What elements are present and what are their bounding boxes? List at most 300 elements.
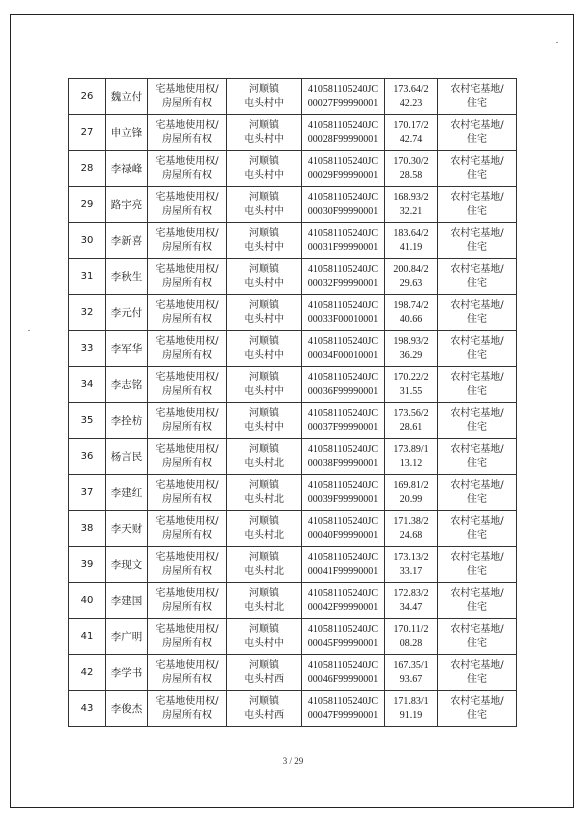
area-value-line: 36.29 — [399, 349, 423, 361]
right-type-cell — [148, 619, 227, 655]
right-type-cell — [148, 187, 227, 223]
unit-code-line: 410581105240JC — [307, 83, 379, 95]
unit-code-line: 410581105240JC — [307, 335, 379, 347]
land-use-line: 住宅 — [467, 601, 487, 613]
table-row — [69, 439, 517, 475]
unit-code-cell — [302, 367, 385, 403]
right-type-line: 房屋所有权 — [162, 133, 212, 145]
area-value-cell — [385, 547, 438, 583]
table-row — [69, 691, 517, 727]
table-row — [69, 79, 517, 115]
right-type-line: 宅基地使用权/ — [155, 83, 219, 95]
right-type-line: 房屋所有权 — [162, 673, 212, 685]
right-type-line: 房屋所有权 — [162, 97, 212, 109]
unit-code-cell — [302, 583, 385, 619]
area-value-line: 29.63 — [399, 277, 423, 289]
right-type-line: 房屋所有权 — [162, 277, 212, 289]
area-value-line: 170.22/2 — [393, 371, 429, 383]
right-type-line: 宅基地使用权/ — [155, 263, 219, 275]
location-line: 河顺镇 — [249, 299, 279, 311]
location-cell — [227, 691, 302, 727]
unit-code-line: 00047F99990001 — [307, 709, 379, 721]
location-line: 河顺镇 — [249, 623, 279, 635]
land-use-cell — [438, 79, 517, 115]
unit-code-line: 410581105240JC — [307, 155, 379, 167]
unit-code-cell — [302, 403, 385, 439]
owner-name-cell: 李禄峰 — [106, 151, 148, 187]
unit-code-line: 410581105240JC — [307, 191, 379, 203]
right-type-cell — [148, 79, 227, 115]
unit-code-line: 410581105240JC — [307, 587, 379, 599]
owner-name-cell: 李天财 — [106, 511, 148, 547]
area-value-cell — [385, 439, 438, 475]
table-row — [69, 331, 517, 367]
land-use-line: 农村宅基地/ — [450, 119, 504, 131]
land-use-line: 住宅 — [467, 457, 487, 469]
area-value-line: 20.99 — [399, 493, 423, 505]
right-type-cell — [148, 403, 227, 439]
right-type-line: 宅基地使用权/ — [155, 623, 219, 635]
right-type-line: 房屋所有权 — [162, 493, 212, 505]
land-use-line: 农村宅基地/ — [450, 407, 504, 419]
land-use-line: 住宅 — [467, 637, 487, 649]
location-line: 屯头村中 — [244, 421, 284, 433]
right-type-line: 宅基地使用权/ — [155, 587, 219, 599]
right-type-line: 宅基地使用权/ — [155, 119, 219, 131]
unit-code-cell — [302, 511, 385, 547]
location-line: 屯头村中 — [244, 169, 284, 181]
unit-code-cell — [302, 259, 385, 295]
location-line: 屯头村中 — [244, 637, 284, 649]
location-cell — [227, 115, 302, 151]
land-use-line: 农村宅基地/ — [450, 335, 504, 347]
area-value-line: 42.74 — [399, 133, 423, 145]
area-value-cell — [385, 367, 438, 403]
location-line: 河顺镇 — [249, 695, 279, 707]
location-line: 河顺镇 — [249, 371, 279, 383]
area-value-line: 41.19 — [399, 241, 423, 253]
unit-code-cell — [302, 151, 385, 187]
right-type-line: 宅基地使用权/ — [155, 551, 219, 563]
right-type-line: 房屋所有权 — [162, 421, 212, 433]
owner-name-cell: 李建红 — [106, 475, 148, 511]
right-type-line: 宅基地使用权/ — [155, 479, 219, 491]
table-row — [69, 151, 517, 187]
area-value-cell — [385, 295, 438, 331]
land-use-cell — [438, 619, 517, 655]
land-use-cell — [438, 583, 517, 619]
row-number-cell: 39 — [69, 547, 106, 583]
right-type-line: 房屋所有权 — [162, 169, 212, 181]
location-line: 屯头村北 — [244, 529, 284, 541]
unit-code-line: 00041F99990001 — [307, 565, 379, 577]
unit-code-line: 410581105240JC — [307, 299, 379, 311]
right-type-line: 房屋所有权 — [162, 457, 212, 469]
area-value-line: 91.19 — [399, 709, 423, 721]
location-line: 河顺镇 — [249, 335, 279, 347]
land-use-line: 住宅 — [467, 493, 487, 505]
area-value-line: 08.28 — [399, 637, 423, 649]
table-row — [69, 475, 517, 511]
area-value-cell — [385, 187, 438, 223]
right-type-cell — [148, 439, 227, 475]
location-line: 屯头村中 — [244, 241, 284, 253]
location-cell — [227, 331, 302, 367]
land-use-line: 农村宅基地/ — [450, 371, 504, 383]
land-use-line: 农村宅基地/ — [450, 479, 504, 491]
unit-code-cell — [302, 439, 385, 475]
unit-code-line: 410581105240JC — [307, 515, 379, 527]
unit-code-line: 410581105240JC — [307, 407, 379, 419]
table-row — [69, 583, 517, 619]
owner-name-cell: 李学书 — [106, 655, 148, 691]
location-line: 河顺镇 — [249, 407, 279, 419]
unit-code-line: 410581105240JC — [307, 227, 379, 239]
table-row — [69, 295, 517, 331]
right-type-line: 宅基地使用权/ — [155, 227, 219, 239]
unit-code-line: 410581105240JC — [307, 443, 379, 455]
area-value-line: 167.35/1 — [393, 659, 429, 671]
location-line: 河顺镇 — [249, 551, 279, 563]
right-type-line: 房屋所有权 — [162, 349, 212, 361]
row-number-cell: 28 — [69, 151, 106, 187]
scan-speck — [28, 330, 30, 331]
area-value-cell — [385, 115, 438, 151]
land-use-line: 住宅 — [467, 565, 487, 577]
right-type-cell — [148, 475, 227, 511]
owner-name-cell: 李元付 — [106, 295, 148, 331]
unit-code-line: 00040F99990001 — [307, 529, 379, 541]
area-value-cell — [385, 583, 438, 619]
right-type-line: 房屋所有权 — [162, 385, 212, 397]
right-type-cell — [148, 691, 227, 727]
unit-code-cell — [302, 223, 385, 259]
location-line: 屯头村中 — [244, 133, 284, 145]
area-value-line: 170.11/2 — [393, 623, 429, 635]
table-row — [69, 619, 517, 655]
row-number-cell: 31 — [69, 259, 106, 295]
right-type-line: 宅基地使用权/ — [155, 299, 219, 311]
land-use-line: 住宅 — [467, 529, 487, 541]
right-type-line: 宅基地使用权/ — [155, 443, 219, 455]
owner-name-cell: 李广明 — [106, 619, 148, 655]
row-number-cell: 30 — [69, 223, 106, 259]
row-number-cell: 41 — [69, 619, 106, 655]
area-value-line: 40.66 — [399, 313, 423, 325]
land-use-cell — [438, 223, 517, 259]
location-line: 屯头村北 — [244, 457, 284, 469]
property-rights-table — [68, 78, 517, 727]
land-use-line: 农村宅基地/ — [450, 515, 504, 527]
right-type-cell — [148, 151, 227, 187]
location-line: 河顺镇 — [249, 83, 279, 95]
right-type-cell — [148, 547, 227, 583]
owner-name-cell: 申立锋 — [106, 115, 148, 151]
land-use-cell — [438, 259, 517, 295]
location-line: 河顺镇 — [249, 227, 279, 239]
area-value-line: 168.93/2 — [393, 191, 429, 203]
area-value-line: 200.84/2 — [393, 263, 429, 275]
right-type-cell — [148, 511, 227, 547]
land-use-line: 住宅 — [467, 421, 487, 433]
land-use-cell — [438, 187, 517, 223]
area-value-line: 171.38/2 — [393, 515, 429, 527]
location-cell — [227, 475, 302, 511]
land-use-line: 住宅 — [467, 133, 487, 145]
land-use-cell — [438, 115, 517, 151]
location-line: 屯头村北 — [244, 493, 284, 505]
unit-code-line: 410581105240JC — [307, 263, 379, 275]
unit-code-line: 00042F99990001 — [307, 601, 379, 613]
table-row — [69, 403, 517, 439]
area-value-line: 198.74/2 — [393, 299, 429, 311]
owner-name-cell: 李志铭 — [106, 367, 148, 403]
right-type-line: 宅基地使用权/ — [155, 695, 219, 707]
row-number-cell: 37 — [69, 475, 106, 511]
area-value-cell — [385, 223, 438, 259]
row-number-cell: 43 — [69, 691, 106, 727]
unit-code-cell — [302, 691, 385, 727]
location-line: 屯头村西 — [244, 673, 284, 685]
area-value-cell — [385, 691, 438, 727]
land-use-cell — [438, 403, 517, 439]
unit-code-cell — [302, 187, 385, 223]
area-value-line: 13.12 — [399, 457, 423, 469]
row-number-cell: 33 — [69, 331, 106, 367]
right-type-line: 房屋所有权 — [162, 601, 212, 613]
unit-code-line: 00033F00010001 — [307, 313, 379, 325]
land-use-cell — [438, 475, 517, 511]
area-value-line: 173.89/1 — [393, 443, 429, 455]
right-type-line: 房屋所有权 — [162, 709, 212, 721]
row-number-cell: 42 — [69, 655, 106, 691]
area-value-cell — [385, 403, 438, 439]
area-value-cell — [385, 475, 438, 511]
unit-code-cell — [302, 547, 385, 583]
area-value-line: 173.64/2 — [393, 83, 429, 95]
land-use-line: 住宅 — [467, 385, 487, 397]
land-use-line: 住宅 — [467, 313, 487, 325]
right-type-line: 宅基地使用权/ — [155, 515, 219, 527]
unit-code-cell — [302, 475, 385, 511]
location-cell — [227, 655, 302, 691]
table-row — [69, 367, 517, 403]
location-cell — [227, 511, 302, 547]
right-type-cell — [148, 259, 227, 295]
area-value-cell — [385, 655, 438, 691]
area-value-line: 169.81/2 — [393, 479, 429, 491]
right-type-cell — [148, 367, 227, 403]
land-use-line: 农村宅基地/ — [450, 659, 504, 671]
right-type-line: 宅基地使用权/ — [155, 407, 219, 419]
location-line: 屯头村中 — [244, 205, 284, 217]
location-line: 河顺镇 — [249, 263, 279, 275]
right-type-cell — [148, 583, 227, 619]
right-type-cell — [148, 655, 227, 691]
land-use-line: 住宅 — [467, 97, 487, 109]
unit-code-line: 00038F99990001 — [307, 457, 379, 469]
location-line: 河顺镇 — [249, 443, 279, 455]
location-line: 河顺镇 — [249, 515, 279, 527]
table-row — [69, 547, 517, 583]
scan-speck — [556, 42, 558, 43]
unit-code-line: 410581105240JC — [307, 371, 379, 383]
land-use-line: 农村宅基地/ — [450, 83, 504, 95]
location-line: 河顺镇 — [249, 587, 279, 599]
area-value-line: 32.21 — [399, 205, 423, 217]
location-cell — [227, 79, 302, 115]
land-use-line: 农村宅基地/ — [450, 587, 504, 599]
location-cell — [227, 151, 302, 187]
owner-name-cell: 李新喜 — [106, 223, 148, 259]
right-type-cell — [148, 115, 227, 151]
area-value-line: 173.13/2 — [393, 551, 429, 563]
area-value-line: 93.67 — [399, 673, 423, 685]
owner-name-cell: 魏立付 — [106, 79, 148, 115]
unit-code-cell — [302, 115, 385, 151]
area-value-line: 183.64/2 — [393, 227, 429, 239]
land-use-line: 农村宅基地/ — [450, 695, 504, 707]
owner-name-cell: 路宇亮 — [106, 187, 148, 223]
table-row — [69, 511, 517, 547]
right-type-line: 宅基地使用权/ — [155, 155, 219, 167]
right-type-cell — [148, 295, 227, 331]
land-use-line: 住宅 — [467, 205, 487, 217]
area-value-cell — [385, 619, 438, 655]
location-line: 屯头村北 — [244, 601, 284, 613]
table-row — [69, 223, 517, 259]
land-use-cell — [438, 151, 517, 187]
area-value-cell — [385, 79, 438, 115]
area-value-line: 28.61 — [399, 421, 423, 433]
location-cell — [227, 619, 302, 655]
table-row — [69, 187, 517, 223]
location-cell — [227, 259, 302, 295]
unit-code-line: 410581105240JC — [307, 623, 379, 635]
row-number-cell: 29 — [69, 187, 106, 223]
unit-code-line: 00036F99990001 — [307, 385, 379, 397]
land-use-cell — [438, 691, 517, 727]
page-number: 3 / 29 — [282, 756, 304, 766]
area-value-line: 170.30/2 — [393, 155, 429, 167]
area-value-line: 24.68 — [399, 529, 423, 541]
right-type-line: 宅基地使用权/ — [155, 371, 219, 383]
owner-name-cell: 李军华 — [106, 331, 148, 367]
land-use-cell — [438, 295, 517, 331]
row-number-cell: 38 — [69, 511, 106, 547]
land-use-line: 农村宅基地/ — [450, 299, 504, 311]
area-value-line: 33.17 — [399, 565, 423, 577]
unit-code-line: 410581105240JC — [307, 119, 379, 131]
unit-code-cell — [302, 655, 385, 691]
land-use-line: 住宅 — [467, 709, 487, 721]
area-value-line: 172.83/2 — [393, 587, 429, 599]
unit-code-line: 00039F99990001 — [307, 493, 379, 505]
land-use-line: 住宅 — [467, 349, 487, 361]
unit-code-line: 410581105240JC — [307, 551, 379, 563]
unit-code-line: 410581105240JC — [307, 479, 379, 491]
area-value-line: 171.83/1 — [393, 695, 429, 707]
land-use-line: 住宅 — [467, 241, 487, 253]
land-use-cell — [438, 331, 517, 367]
land-use-line: 农村宅基地/ — [450, 155, 504, 167]
location-cell — [227, 547, 302, 583]
owner-name-cell: 李拴枋 — [106, 403, 148, 439]
owner-name-cell: 李秋生 — [106, 259, 148, 295]
land-use-line: 住宅 — [467, 169, 487, 181]
area-value-line: 28.58 — [399, 169, 423, 181]
location-cell — [227, 295, 302, 331]
right-type-line: 房屋所有权 — [162, 529, 212, 541]
land-use-cell — [438, 547, 517, 583]
unit-code-line: 410581105240JC — [307, 695, 379, 707]
right-type-line: 宅基地使用权/ — [155, 659, 219, 671]
land-use-line: 农村宅基地/ — [450, 551, 504, 563]
unit-code-line: 00031F99990001 — [307, 241, 379, 253]
land-use-line: 住宅 — [467, 277, 487, 289]
location-line: 屯头村中 — [244, 97, 284, 109]
location-cell — [227, 403, 302, 439]
location-line: 屯头村中 — [244, 385, 284, 397]
area-value-line: 173.56/2 — [393, 407, 429, 419]
location-line: 河顺镇 — [249, 479, 279, 491]
land-use-cell — [438, 655, 517, 691]
location-line: 河顺镇 — [249, 119, 279, 131]
row-number-cell: 34 — [69, 367, 106, 403]
unit-code-line: 00027F99990001 — [307, 97, 379, 109]
land-use-cell — [438, 367, 517, 403]
location-line: 屯头村中 — [244, 277, 284, 289]
area-value-line: 42.23 — [399, 97, 423, 109]
owner-name-cell: 杨言民 — [106, 439, 148, 475]
area-value-line: 170.17/2 — [393, 119, 429, 131]
right-type-line: 房屋所有权 — [162, 241, 212, 253]
land-use-line: 住宅 — [467, 673, 487, 685]
right-type-line: 房屋所有权 — [162, 565, 212, 577]
unit-code-line: 00029F99990001 — [307, 169, 379, 181]
right-type-line: 宅基地使用权/ — [155, 335, 219, 347]
table-body — [69, 79, 517, 727]
location-line: 河顺镇 — [249, 155, 279, 167]
area-value-cell — [385, 331, 438, 367]
land-use-cell — [438, 511, 517, 547]
unit-code-line: 00032F99990001 — [307, 277, 379, 289]
right-type-line: 房屋所有权 — [162, 313, 212, 325]
owner-name-cell: 李现文 — [106, 547, 148, 583]
unit-code-line: 00046F99990001 — [307, 673, 379, 685]
unit-code-cell — [302, 619, 385, 655]
location-line: 屯头村西 — [244, 709, 284, 721]
land-use-line: 农村宅基地/ — [450, 191, 504, 203]
right-type-line: 房屋所有权 — [162, 205, 212, 217]
unit-code-cell — [302, 79, 385, 115]
table-row — [69, 115, 517, 151]
unit-code-line: 00045F99990001 — [307, 637, 379, 649]
location-cell — [227, 187, 302, 223]
location-cell — [227, 583, 302, 619]
right-type-cell — [148, 223, 227, 259]
land-use-line: 农村宅基地/ — [450, 263, 504, 275]
owner-name-cell: 李建国 — [106, 583, 148, 619]
area-value-cell — [385, 259, 438, 295]
unit-code-line: 00030F99990001 — [307, 205, 379, 217]
row-number-cell: 26 — [69, 79, 106, 115]
owner-name-cell: 李俊杰 — [106, 691, 148, 727]
table-row — [69, 655, 517, 691]
unit-code-cell — [302, 331, 385, 367]
location-cell — [227, 439, 302, 475]
location-line: 屯头村中 — [244, 313, 284, 325]
